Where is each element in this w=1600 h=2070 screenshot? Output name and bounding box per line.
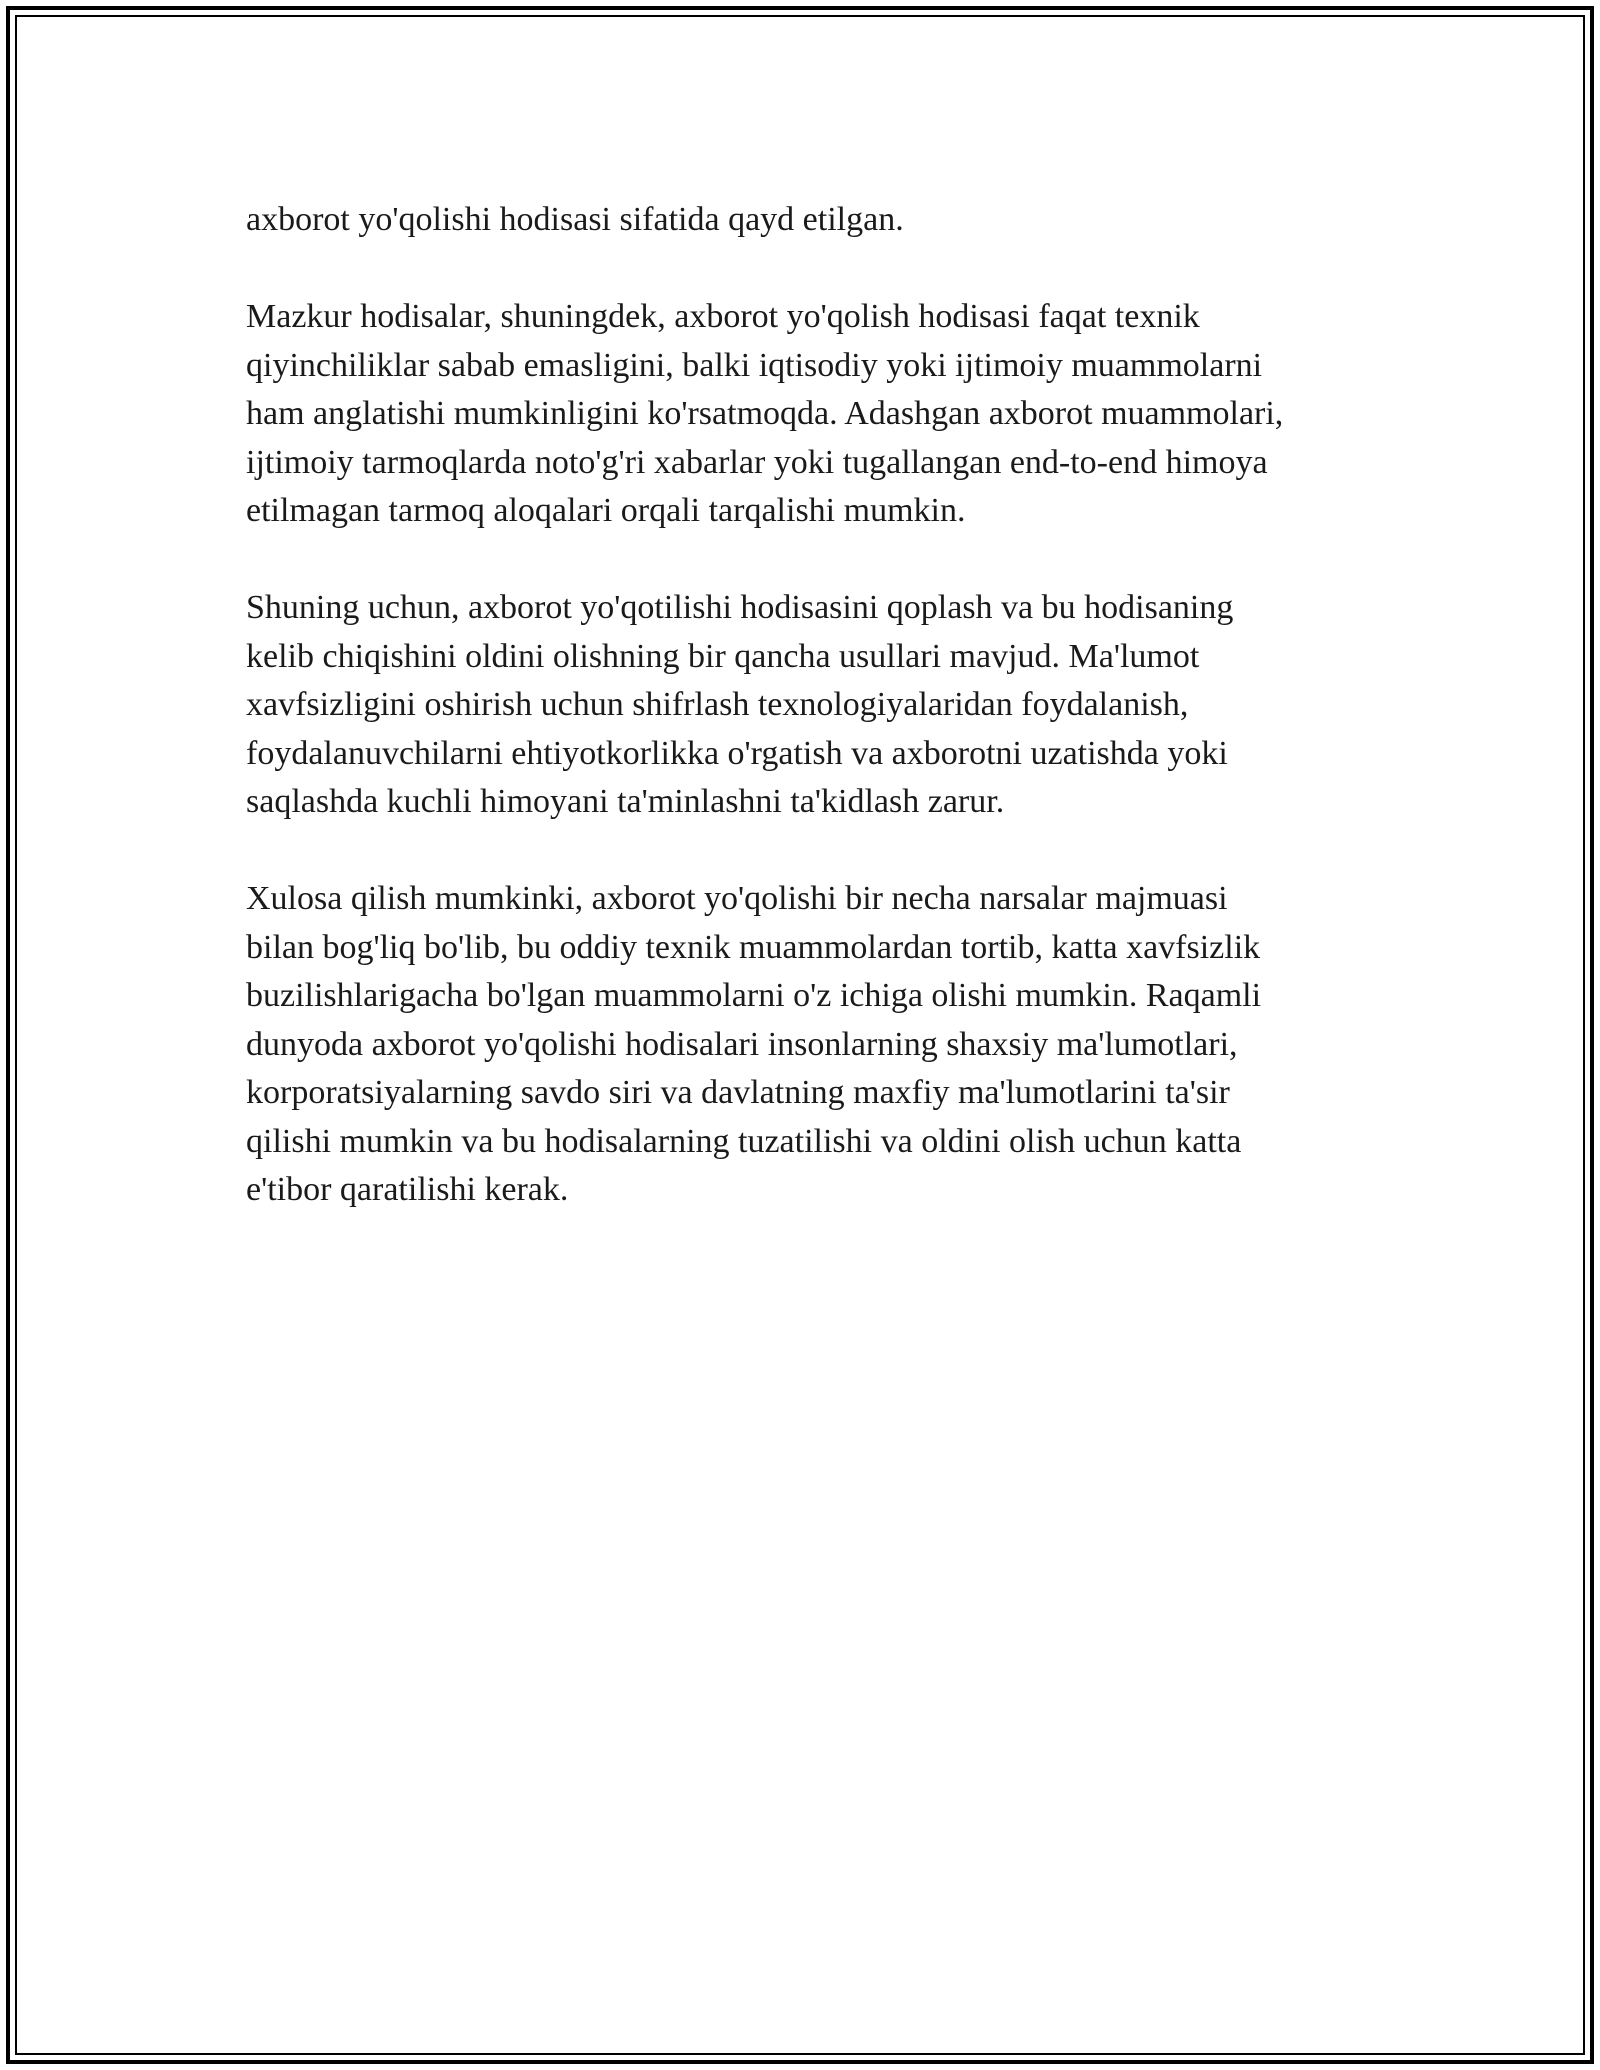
paragraph-line: etilmagan tarmoq aloqalari orqali tarqalishi mumkin. <box>246 492 966 529</box>
paragraph-line: buzilishlarigacha bo'lgan muammolarni o'z ichiga olishi mumkin. Raqamli <box>246 977 1262 1014</box>
paragraph-line: qiyinchiliklar sabab emasligini, balki iqtisodiy yoki ijtimoiy muammolarni <box>246 346 1263 384</box>
paragraph-line: foydalanuvchilarni ehtiyotkorlikka o'rgatish va axborotni uzatishda yoki <box>246 734 1228 772</box>
paragraph-1 <box>246 196 1406 245</box>
paragraph-line: bilan bog'liq bo'lib, bu oddiy texnik muammolardan tortib, katta xavfsizlik <box>246 928 1261 966</box>
paragraph-line: korporatsiyalarning savdo siri va davlatning maxfiy ma'lumotlarini ta'sir <box>246 1074 1230 1111</box>
paragraph-4 <box>246 875 1406 1215</box>
paragraph-line: axborot yo'qolishi hodisasi sifatida qayd etilgan. <box>246 201 904 238</box>
paragraph-line: kelib chiqishini oldini olishning bir qancha usullari mavjud. Ma'lumot <box>246 637 1200 675</box>
document-body <box>246 196 1406 1263</box>
paragraph-line: qilishi mumkin va bu hodisalarning tuzatilishi va oldini olish uchun katta <box>246 1122 1242 1160</box>
paragraph-line: xavfsizligini oshirish uchun shifrlash texnologiyalaridan foydalanish, <box>246 686 1189 723</box>
paragraph-3 <box>246 584 1406 827</box>
paragraph-line: dunyoda axborot yo'qolishi hodisalari insonlarning shaxsiy ma'lumotlari, <box>246 1025 1238 1063</box>
paragraph-line: ham anglatishi mumkinligini ko'rsatmoqda. Adashgan axborot muammolari, <box>246 395 1284 432</box>
paragraph-2 <box>246 293 1406 536</box>
paragraph-line: Mazkur hodisalar, shuningdek, axborot yo'qolish hodisasi faqat texnik <box>246 298 1200 335</box>
paragraph-line: Xulosa qilish mumkinki, axborot yo'qolishi bir necha narsalar majmuasi <box>246 880 1228 917</box>
paragraph-line: e'tibor qaratilishi kerak. <box>246 1171 569 1208</box>
paragraph-line: ijtimoiy tarmoqlarda noto'g'ri xabarlar yoki tugallangan end-to-end himoya <box>246 443 1268 481</box>
paragraph-line: saqlashda kuchli himoyani ta'minlashni ta'kidlash zarur. <box>246 783 1005 820</box>
page-frame <box>6 6 1594 2064</box>
paragraph-line: Shuning uchun, axborot yo'qotilishi hodisasini qoplash va bu hodisaning <box>246 589 1234 626</box>
